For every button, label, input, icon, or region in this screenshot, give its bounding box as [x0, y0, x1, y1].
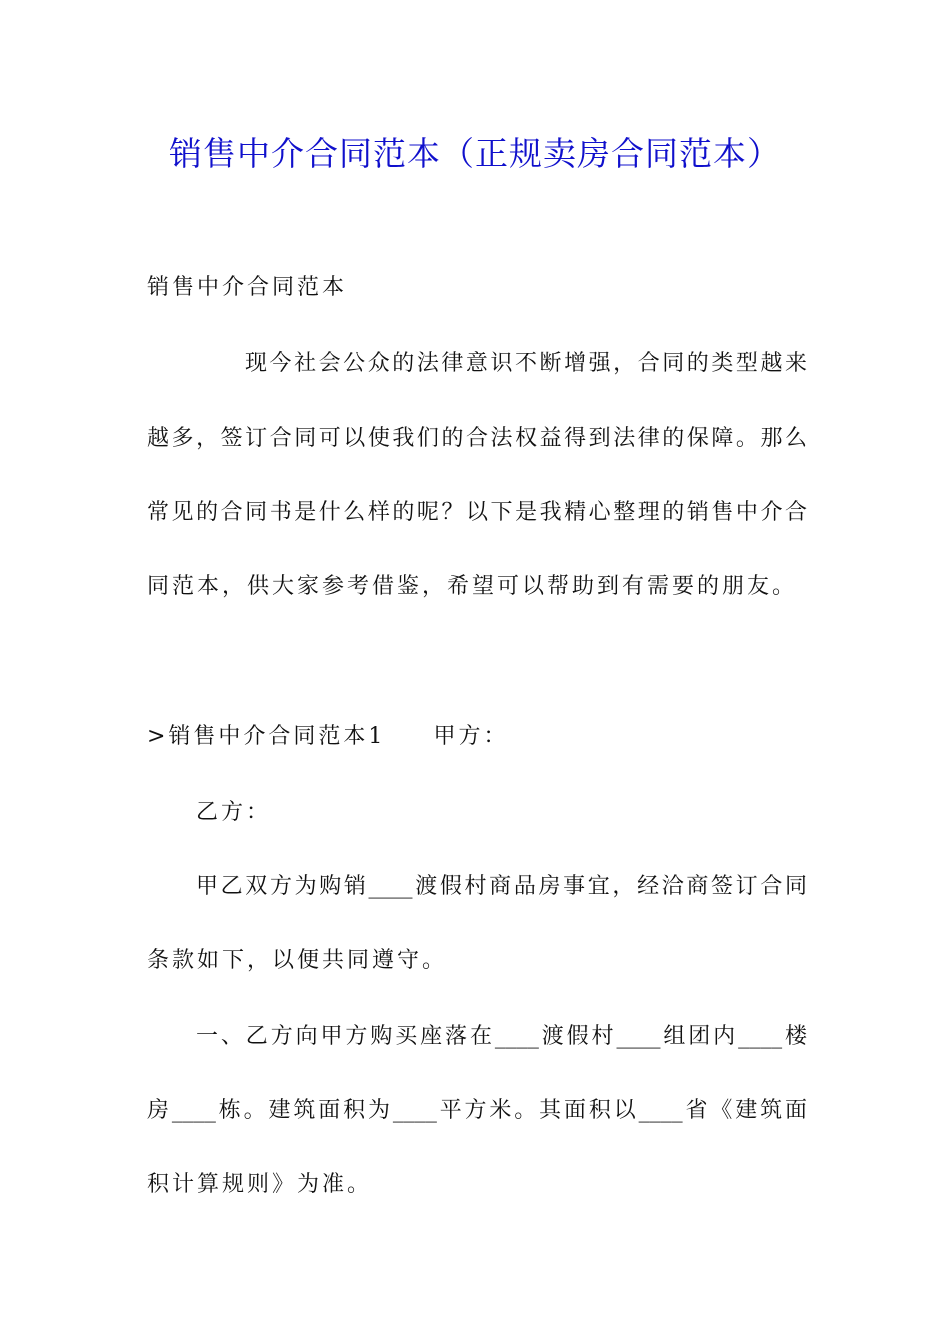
- clause1-line-1: 一、乙方向甲方购买座落在____渡假村____组团内____楼: [196, 1024, 807, 1049]
- party-a-label: 甲方：: [433, 724, 509, 749]
- intro-line-4: 同范本，供大家参考借鉴，希望可以帮助到有需要的朋友。: [147, 574, 798, 599]
- intro-line-1: 现今社会公众的法律意识不断增强，合同的类型越来: [245, 351, 807, 376]
- intro-line-2: 越多，签订合同可以使我们的合法权益得到法律的保障。那么: [147, 426, 807, 451]
- clause1-line-2: 房____栋。建筑面积为____平方米。其面积以____省《建筑面: [147, 1098, 807, 1123]
- party-b-label: 乙方：: [196, 800, 272, 825]
- para1-line-2: 条款如下，以便共同遵守。: [147, 948, 448, 973]
- intro-line-3: 常见的合同书是什么样的呢？以下是我精心整理的销售中介合: [147, 500, 807, 525]
- document-title: 销售中介合同范本（正规卖房合同范本）: [169, 134, 781, 173]
- para1-line-1: 甲乙双方为购销____渡假村商品房事宜，经洽商签订合同: [196, 874, 807, 899]
- section-subtitle: 销售中介合同范本: [147, 275, 348, 300]
- contract-heading: >销售中介合同范本1: [147, 724, 386, 749]
- contract-heading-row: [147, 719, 807, 750]
- clause1-line-3: 积计算规则》为准。: [147, 1172, 373, 1197]
